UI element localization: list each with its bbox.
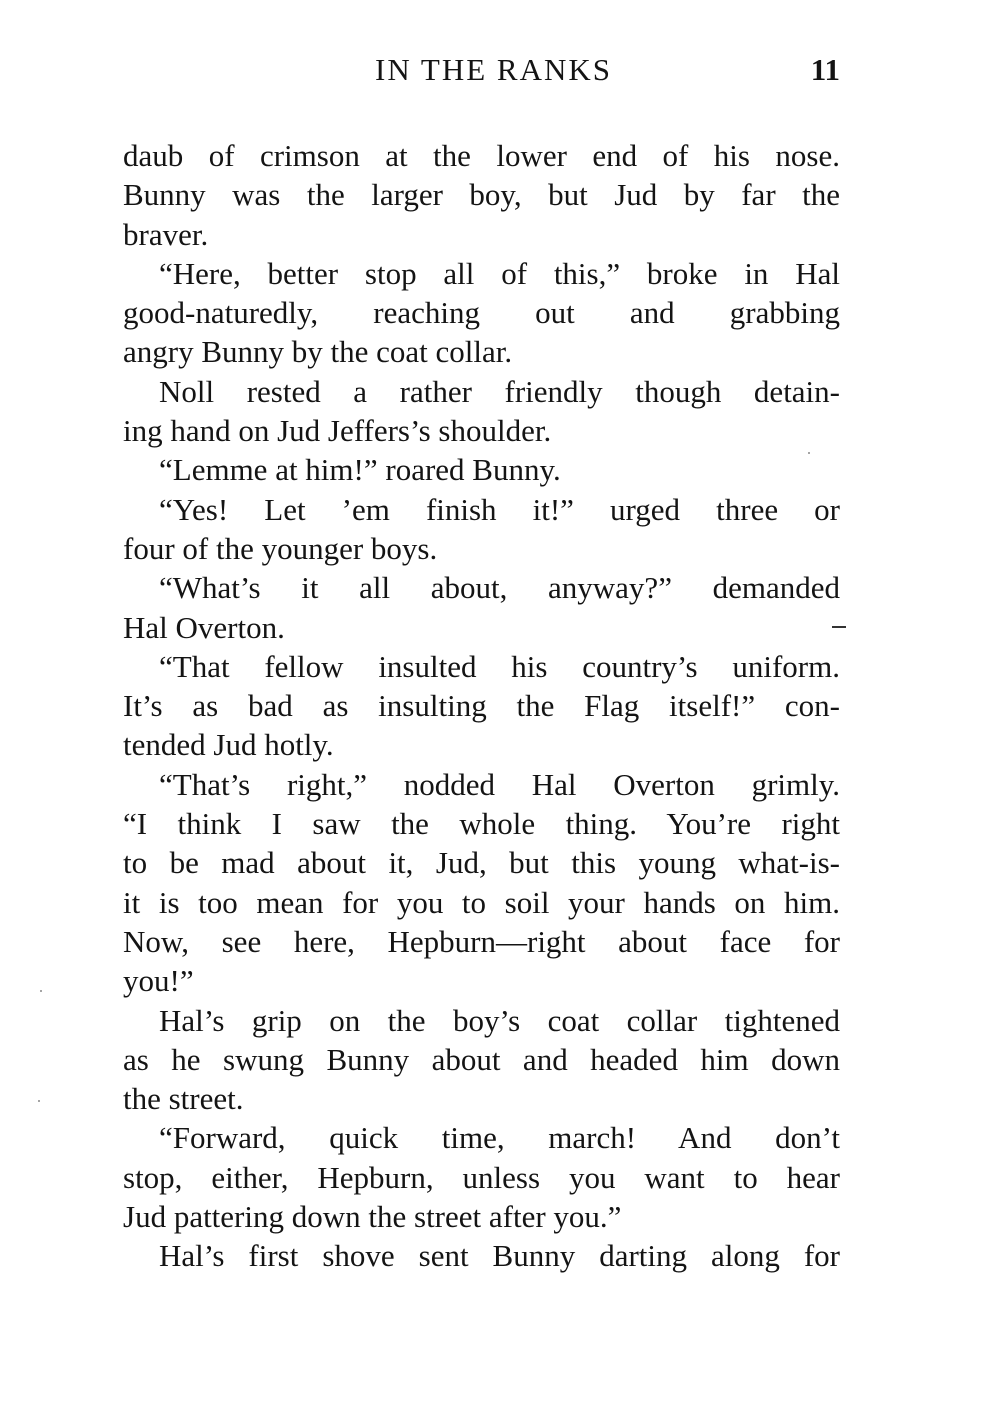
text-line: Hal Overton. — [123, 609, 285, 645]
text-line: it is too mean for you to soil your hands on him. — [123, 884, 840, 920]
text-line: you!” — [123, 963, 194, 999]
text-line: “I think I saw the whole thing. You’re right — [123, 806, 840, 842]
scan-speck — [38, 1100, 40, 1102]
text-line: four of the younger boys. — [123, 530, 438, 566]
text-line: Now, see here, Hepburn—right about face for — [123, 923, 840, 959]
text-line: “Here, better stop all of this,” broke in Hal — [159, 255, 840, 291]
text-line: as he swung Bunny about and headed him down — [123, 1041, 840, 1077]
text-line: ing hand on Jud Jeffers’s shoulder. — [123, 413, 552, 449]
text-line: “That fellow insulted his country’s uniform. — [159, 648, 840, 684]
text-line: to be mad about it, Jud, but this young what-is- — [123, 845, 840, 881]
scan-speck — [808, 452, 810, 454]
text-line: good-naturedly, reaching out and grabbing — [123, 295, 840, 331]
text-line: Jud pattering down the street after you.” — [123, 1199, 622, 1235]
running-head — [123, 52, 840, 98]
text-line: “Yes! Let ’em finish it!” urged three or — [159, 491, 840, 527]
text-line: It’s as bad as insulting the Flag itself!” con- — [123, 688, 840, 724]
text-line: Bunny was the larger boy, but Jud by far the — [123, 177, 840, 213]
text-line: stop, either, Hepburn, unless you want to hear — [123, 1159, 840, 1195]
margin-mark — [832, 626, 846, 628]
running-title: IN THE RANKS — [375, 52, 612, 87]
scan-speck — [40, 990, 42, 992]
page-number: 11 — [810, 52, 840, 87]
text-line: Noll rested a rather friendly though detain- — [159, 373, 840, 409]
text-line: “That’s right,” nodded Hal Overton grimly. — [159, 766, 840, 802]
text-line: daub of crimson at the lower end of his nose. — [123, 138, 840, 173]
text-line: “What’s it all about, anyway?” demanded — [159, 570, 840, 606]
text-line: Hal’s grip on the boy’s coat collar tightened — [159, 1002, 840, 1038]
text-line: “Lemme at him!” roared Bunny. — [159, 452, 561, 488]
text-line: angry Bunny by the coat collar. — [123, 334, 513, 370]
text-line: tended Jud hotly. — [123, 727, 334, 763]
text-line: braver. — [123, 216, 209, 252]
body-text — [123, 136, 840, 1276]
text-line: Hal’s first shove sent Bunny darting along for — [159, 1238, 840, 1274]
text-line: “Forward, quick time, march! And don’t — [159, 1120, 840, 1156]
text-line: the street. — [123, 1081, 244, 1117]
